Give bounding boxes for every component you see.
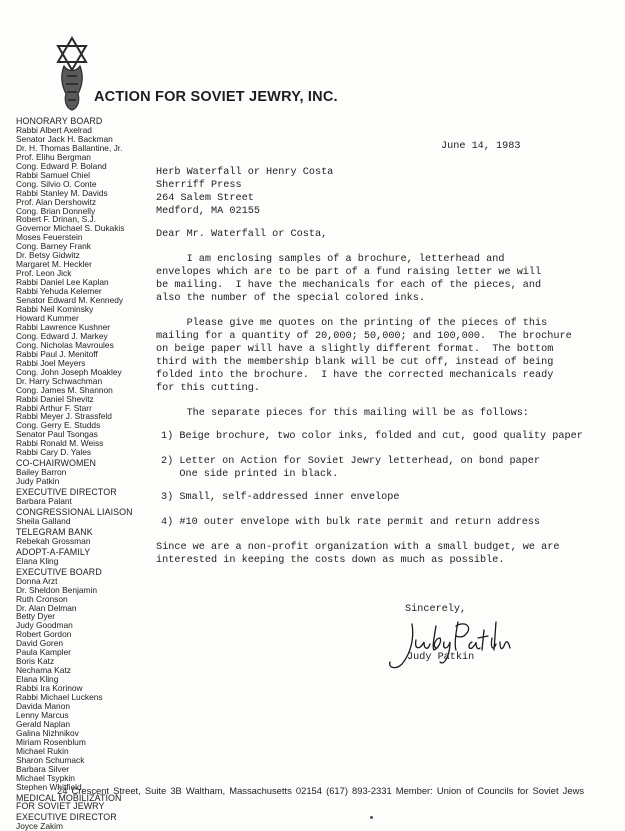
paragraph-budget (156, 542, 596, 568)
text-line: interested in keeping the costs down as much as possible. (156, 554, 505, 566)
roster-name: Rabbi Lawrence Kushner (16, 321, 111, 332)
roster-name: Cong. John Joseph Moakley (16, 366, 122, 377)
roster-section-title: MEDICAL MOBILIZATION FOR SOVIET JEWRY (16, 792, 122, 812)
roster-name: Rabbi Joel Meyers (16, 357, 86, 368)
roster-name: Cong. James M. Shannon (16, 384, 113, 395)
address-line: Herb Waterfall or Henry Costa (156, 167, 334, 178)
star-of-david-emblem-icon (50, 36, 94, 112)
roster-name: Lenny Marcus (16, 709, 69, 720)
list-item-letterhead (161, 456, 540, 482)
roster-name: Cong. Gerry E. Studds (16, 420, 101, 431)
roster-name: Prof. Leon Jick (16, 268, 72, 279)
list-item-outer-envelope (161, 517, 540, 530)
roster-name: Dr. Betsy Gidwitz (16, 250, 80, 261)
roster-section-title: EXECUTIVE BOARD (16, 566, 102, 577)
roster-name: Rabbi Cary D. Yales (16, 447, 92, 458)
text-line: 1) Beige brochure, two color inks, folded and cut, good quality paper (161, 431, 583, 442)
list-item-brochure (161, 431, 583, 444)
recipient-address (156, 167, 333, 219)
roster-section-title: TELEGRAM BANK (16, 526, 93, 537)
roster-name: Rabbi Neil Kominsky (16, 304, 94, 315)
roster-name: Cong. Brian Donnelly (16, 205, 96, 216)
roster-name: Rabbi Daniel Lee Kaplan (16, 277, 109, 288)
roster-name: Cong. Barney Frank (16, 241, 91, 252)
address-line: 264 Salem Street (156, 192, 254, 204)
roster-name: Davida Manon (16, 701, 71, 711)
roster-name: Dr. Sheldon Benjamin (16, 584, 98, 595)
signer-name: Judy Patkin (407, 652, 475, 663)
roster-name: Judy Patkin (16, 476, 60, 487)
paragraph-pieces (156, 408, 596, 421)
roster-name: Rabbi Stanley M. Davids (16, 187, 108, 198)
roster-name: Cong. Edward P. Boland (16, 160, 107, 171)
roster-section-title: CONGRESSIONAL LIAISON (16, 506, 133, 517)
roster-name: Rabbi Ronald M. Weiss (16, 438, 104, 449)
roster-name: Dr. Alan Delman (16, 602, 77, 613)
roster-name: Governor Michael S. Dukakis (16, 223, 125, 234)
roster-name: Dr. Harry Schwachman (16, 375, 103, 386)
letter-date: June 14, 1983 (441, 141, 521, 152)
roster-name: Rabbi Albert Axelrad (16, 124, 92, 135)
roster-name: Paula Kampler (16, 647, 71, 658)
roster-name: Howard Kummer (16, 312, 79, 323)
roster-name: Nechama Katz (16, 665, 71, 676)
roster-name: Senator Paul Tsongas (16, 429, 98, 440)
roster-name: Margaret M. Heckler (16, 259, 92, 270)
text-line: mailing for a quantity of 20,000; 50,000; and 100,000. The brochure (156, 330, 572, 342)
text-line: folded into the brochure. I have the corrected mechanicals ready (156, 369, 554, 381)
roster-name: David Goren (16, 638, 64, 649)
text-line: be mailing. I have the mechanicals for each of the pieces, and (156, 279, 542, 291)
roster-name: Elana Kling (16, 555, 59, 566)
roster-name: Rabbi Yehuda Kelemer (16, 286, 102, 297)
roster-section-title: EXECUTIVE DIRECTOR (16, 812, 117, 823)
text-line: The separate pieces for this mailing will be as follows: (156, 408, 529, 419)
closing: Sincerely, (405, 604, 467, 615)
roster-name: Sharon Schumack (16, 754, 85, 765)
roster-name: Rabbi Arthur F. Starr (16, 402, 92, 413)
roster-name: Rabbi Michael Luckens (16, 692, 103, 703)
roster-name: Miriam Rosenblum (16, 736, 86, 747)
roster-name: Elana Kling (16, 674, 59, 685)
roster-section-title: ADOPT-A-FAMILY (16, 546, 91, 557)
address-line: Medford, MA 02155 (156, 205, 260, 217)
text-line: also the number of the special colored inks. (156, 292, 425, 304)
roster-name: Rabbi Meyer J. Strassfeld (16, 411, 112, 422)
paragraph-intro (156, 254, 596, 306)
roster-name: Cong. Silvio O. Conte (16, 178, 97, 189)
board-roster (16, 117, 141, 831)
roster-name: Boris Katz (16, 656, 55, 667)
roster-section-title: EXECUTIVE DIRECTOR (16, 487, 117, 498)
list-item-inner-envelope (161, 492, 399, 505)
text-line: 4) #10 outer envelope with bulk rate permit and return address (161, 517, 541, 528)
roster-name: Moses Feuerstein (16, 232, 83, 243)
roster-name: Sheila Galland (16, 515, 71, 526)
text-line: Please give me quotes on the printing of the pieces of this (156, 318, 548, 329)
roster-name: Robert F. Drinan, S.J. (16, 214, 97, 225)
text-line: on beige paper will have a slightly different format. The bottom (156, 343, 554, 355)
organization-name: ACTION FOR SOVIET JEWRY, INC. (94, 89, 338, 105)
roster-name: Rabbi Paul J. Menitoff (16, 348, 98, 359)
roster-name: Joyce Zakim (16, 821, 64, 831)
roster-name: Dr. H. Thomas Ballantine, Jr. (16, 142, 123, 153)
roster-name: Cong. Edward J. Markey (16, 330, 108, 341)
roster-name: Rabbi Samuel Chiel (16, 169, 91, 180)
text-line: I am enclosing samples of a brochure, letterhead and (156, 254, 505, 265)
text-line: third with the membership blank will be cut off, instead of being (156, 356, 554, 368)
address-line: Sherriff Press (156, 179, 242, 191)
roster-name: Rebekah Grossman (16, 535, 91, 546)
roster-name: Stephen Whitfield (16, 781, 82, 792)
roster-name: Michael Tsypkin (16, 772, 75, 783)
roster-name: Barbara Silver (16, 763, 70, 774)
roster-name: Prof. Alan Dershowitz (16, 196, 97, 207)
roster-name: Betty Dyer (16, 611, 56, 622)
page-mark (370, 816, 373, 819)
text-line: 3) Small, self-addressed inner envelope (161, 492, 400, 503)
handwritten-signature (384, 616, 514, 674)
roster-name: Galina Nizhnikov (16, 727, 79, 738)
roster-name: Donna Arzt (16, 575, 58, 586)
roster-name: Senator Edward M. Kennedy (16, 295, 124, 306)
roster-name: Rabbi Ira Korinow (16, 683, 83, 694)
roster-name: Robert Gordon (16, 629, 72, 640)
text-line: 2) Letter on Action for Soviet Jewry letterhead, on bond paper (161, 456, 541, 467)
roster-section-title: CO-CHAIRWOMEN (16, 458, 97, 469)
roster-name: Prof. Elihu Bergman (16, 151, 91, 162)
roster-name: Barbara Palant (16, 496, 72, 507)
paragraph-quotes (156, 318, 596, 395)
roster-name: Ruth Cronson (16, 593, 68, 604)
roster-section-title: HONORARY BOARD (16, 116, 103, 126)
text-line: Since we are a non-profit organization with a small budget, we are (156, 542, 560, 553)
letterhead-footer: 24 Crescent Street, Suite 3B Waltham, Massachusetts 02154 (617) 893-2331 Member: Union of Councils for Soviet Jews (57, 785, 585, 796)
roster-name: Rabbi Daniel Shevitz (16, 393, 94, 404)
roster-name: Bailey Barron (16, 467, 67, 478)
roster-name: Michael Rukin (16, 745, 69, 756)
roster-name: Senator Jack H. Backman (16, 133, 113, 144)
roster-name: Judy Goodman (16, 620, 73, 631)
text-line: envelopes which are to be part of a fund raising letter we will (156, 266, 542, 278)
text-line: One side printed in black. (161, 468, 339, 480)
roster-name: Cong. Nicholas Mavroules (16, 339, 114, 350)
text-line: for this cutting. (156, 382, 260, 394)
salutation: Dear Mr. Waterfall or Costa, (156, 229, 328, 240)
roster-name: Gerald Naplan (16, 718, 71, 729)
